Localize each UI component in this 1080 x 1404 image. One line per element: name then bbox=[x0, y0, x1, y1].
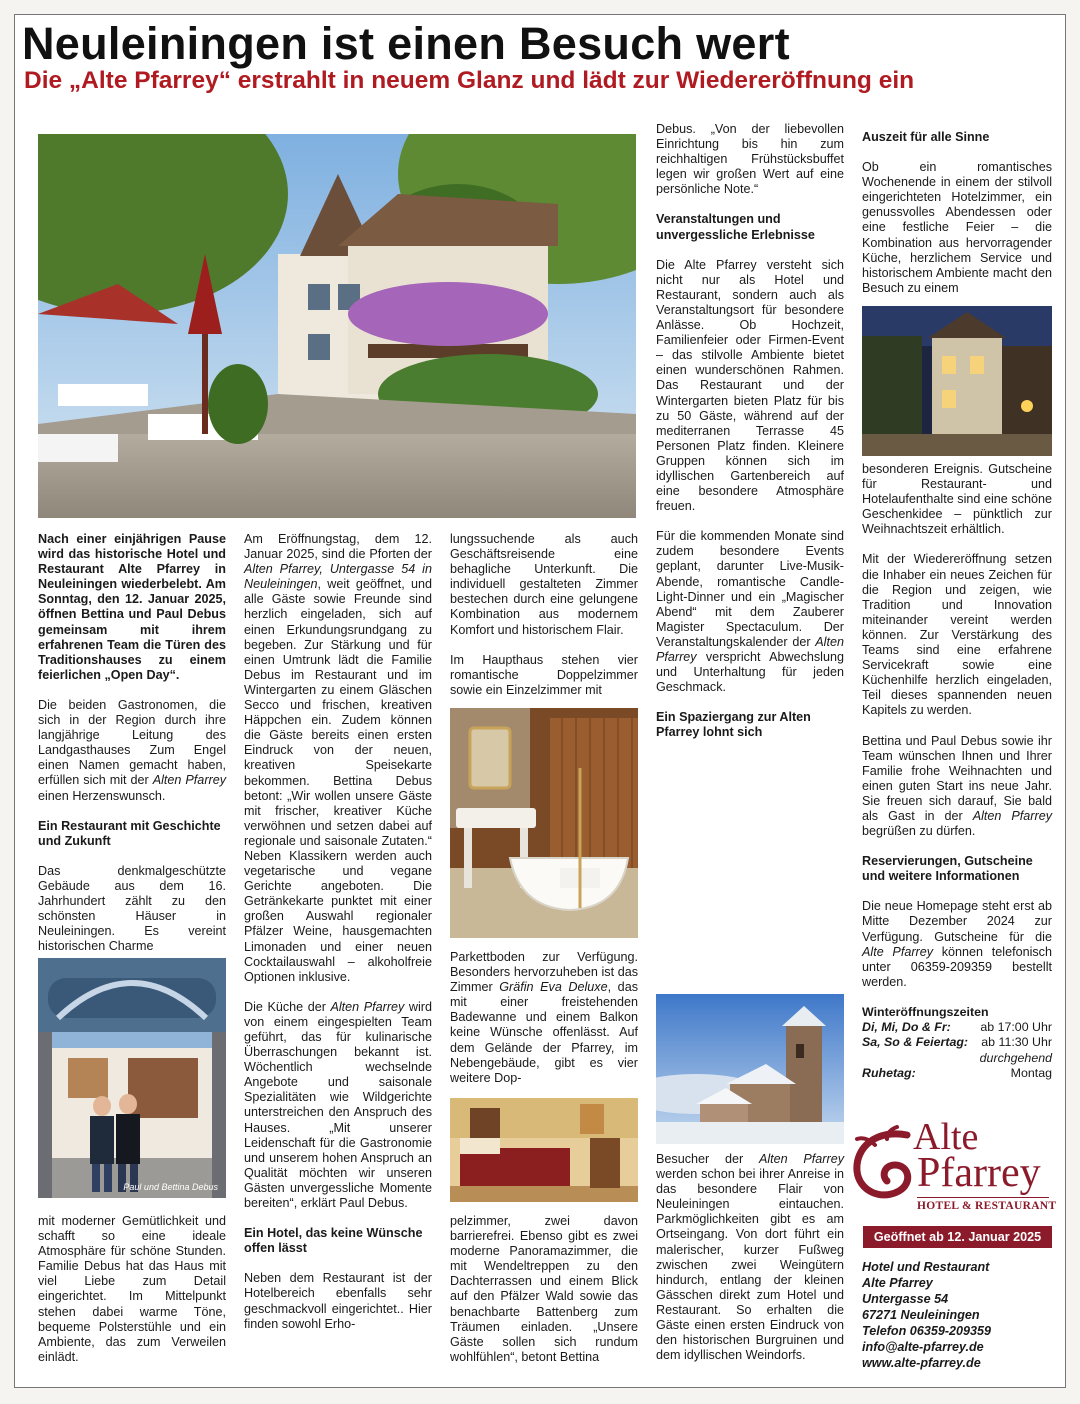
section-heading-walk: Ein Spaziergang zur Alten Pfarrey lohnt sich bbox=[656, 710, 811, 740]
paragraph: Mit der Wiedereröffnung setzen die Inhaber ein neues Zeichen für die Region und zeigen, wie Tradition und Innovation miteinander vereint werden können. Zur Verstärkung des Teams sind eine erfahrene Servicekraft sowie eine Küchenhilfe herzlich eingeladen, Teil dieses spannenden neuen Kapitels zu werden. bbox=[862, 552, 1052, 718]
paragraph: Das denkmalgeschützte Gebäude aus dem 16. Jahrhundert zählt zu den schönsten Häuser in Neuleiningen. Es vereint historischen Charme bbox=[38, 863, 226, 954]
section-heading-events: Veranstaltungen und unvergessliche Erlebnisse bbox=[656, 212, 815, 242]
lead-paragraph: Nach einer einjährigen Pause wird das historische Hotel und Restaurant Alte Pfarrey in Neuleiningen wiederbelebt. Am Sonntag, den 12. Januar 2025, öffnen Bettina und Paul Debus gemeinsam mit ihrem erfahrenen Team die Türen des Traditionshauses zu einem feierlichen „Open Day“. bbox=[38, 532, 226, 682]
paragraph: Die beiden Gastronomen, die sich in der Region durch ihre langjährige Leitung des Landgasthauses Zum Engel einen Namen gemacht haben, erfüllen sich mit der Alten Pfarrey einen Herzenswunsch. bbox=[38, 697, 227, 803]
paragraph: lungssuchende als auch Geschäftsreisende eine behagliche Unterkunft. Die individuell gestalteten Zimmer bestechen durch eine gelungene Kombination aus modernem Komfort und historischem Flair. bbox=[450, 532, 638, 637]
bedroom-photo bbox=[450, 1098, 638, 1202]
bathroom-photo-illustration bbox=[450, 708, 638, 938]
swirl-logo-icon bbox=[847, 1125, 921, 1209]
hours-row: Sa, So & Feiertag: ab 11:30 Uhr bbox=[862, 1035, 1052, 1050]
hours-row: Di, Mi, Do & Fr: ab 17:00 Uhr bbox=[862, 1020, 1052, 1035]
paragraph: Die neue Homepage steht erst ab Mitte Dezember 2024 zur Verfügung. Gutscheine für die Alte Pfarrey können telefonisch unter 06359-209359 bestellt werden. bbox=[862, 899, 1052, 989]
paragraph: Parkettboden zur Verfügung. Besonders hervorzuheben ist das Zimmer Gräfin Eva Deluxe, das mit einer freistehenden Badewanne und einem Balkon keine Wünsche offenlässt. Auf dem Gelände der Pfarrey, im Nebengebäude, gibt es vier weitere Dop- bbox=[450, 950, 638, 1085]
paragraph: mit moderner Gemütlichkeit und schafft so eine ideale Atmosphäre für schöne Stunden. Familie Debus hat das Haus mit viel Liebe zum Detail eingerichtet. Im Mittelpunkt stehen dabei warme Töne, bequeme Polsterstühle und ein Ambiente, das zum Verweilen einlädt. bbox=[38, 1214, 226, 1364]
owners-photo-illustration bbox=[38, 958, 226, 1198]
contact-phone: Telefon 06359-209359 bbox=[862, 1324, 992, 1338]
logo-text-line1: Alte bbox=[913, 1116, 979, 1158]
subheadline: Die „Alte Pfarrey“ erstrahlt in neuem Glanz und lädt zur Wiedereröffnung ein bbox=[24, 67, 915, 94]
paragraph: Die Küche der Alten Pfarrey wird von einem eingespielten Team geführt, das für kulinarische Überraschungen bekannt ist. Wöchentlich wechselnde Angebote und saisonale Spezialitäten wie Wildgerichte unterstreichen den Anspruch des Hauses. „Mit unserer Leidenschaft für die Gastronomie und unserem hohen Anspruch an Qualität möchten wir unseren Gästen unvergessliche Momente bereiten“, erklärt Paul Debus. bbox=[244, 999, 432, 1211]
opening-hours-title: Winteröffnungszeiten bbox=[862, 1004, 989, 1019]
contact-line: Untergasse 54 bbox=[862, 1292, 949, 1306]
contact-block bbox=[862, 1259, 1052, 1371]
owners-photo bbox=[38, 958, 226, 1198]
article-column-4 bbox=[656, 122, 844, 755]
night-courtyard-photo bbox=[862, 306, 1052, 456]
article-column-5 bbox=[862, 130, 1052, 296]
paragraph: Besucher der Alten Pfarrey werden schon bei ihrer Anreise in das besondere Flair von Neuleiningen eintauchen. Parkmöglichkeiten gibt es am Ortseingang. Von dort führt ein malerischer, kurzer Fußweg zwischen zwei Weingütern hindurch, entlang der kleinen Gässchen direkt zum Hotel und Restaurant. So erhalten die Gäste einen ersten Eindruck von den historischen Burgruinen und dem idyllischen Weindorfs. bbox=[656, 1152, 844, 1363]
article-column-1-continued bbox=[38, 1214, 226, 1365]
paragraph: Am Eröffnungstag, dem 12. Januar 2025, sind die Pforten der Alten Pfarrey, Untergasse 54 in Neuleiningen, weit geöffnet, und alle Gäste sowie Freunde sind herzlich eingeladen, sich auf einen Erkundungsrundgang zu begeben. Zur Stärkung und für einen Umtrunk lädt die Familie Debus im Restaurant und im Wintergarten zu einem Gläschen Secco und frischen, kreativen Häppchen ein. Zudem können die Gäste bereits einen ersten Eindruck von der neuen, kreativen Speisekarte bekommen. Bettina Debus betont: „Wir wollen unsere Gäste mit frischer, kreativer Küche verwöhnen und setzen dabei auf regionale und saisonale Zutaten.“ Neben Klassikern werden auch vegetarische und vegane Gerichte angeboten. Die Getränkekarte punktet mit einer großen Auswahl regionaler Pfälzer Weine, hausgemachten Limonaden und einer neuen Cocktailauswahl – alkoholfreie Optionen inklusive. bbox=[244, 532, 432, 984]
section-heading-auszeit: Auszeit für alle Sinne bbox=[862, 130, 990, 144]
village-winter-photo bbox=[656, 994, 844, 1144]
article-column-4-continued bbox=[656, 1152, 844, 1363]
paragraph: Bettina und Paul Debus sowie ihr Team wünschen Ihnen und Ihrer Familie frohe Weihnachten und einen guten Start ins neue Jahr. Sie freuen sich darauf, Sie bald als Gast in der Alten Pfarrey begrüßen zu dürfen. bbox=[862, 733, 1052, 839]
headline: Neuleiningen ist einen Besuch wert bbox=[22, 18, 790, 69]
opening-hours bbox=[862, 1005, 1052, 1081]
paragraph: Debus. „Von der liebevollen Einrichtung bis hin zum reichhaltigen Frühstücksbuffet legen wir großen Wert auf eine persönliche Note.“ bbox=[656, 122, 844, 197]
article-column-3-continued bbox=[450, 1214, 638, 1365]
section-heading-hotel: Ein Hotel, das keine Wünsche offen lässt bbox=[244, 1226, 423, 1256]
contact-website: www.alte-pfarrey.de bbox=[862, 1356, 981, 1370]
rest-day-row: Ruhetag: Montag bbox=[862, 1065, 1052, 1080]
opening-date-badge: Geöffnet ab 12. Januar 2025 bbox=[863, 1226, 1052, 1248]
bathroom-photo bbox=[450, 708, 638, 938]
paragraph: Die Alte Pfarrey versteht sich nicht nur als Hotel und Restaurant, sondern auch als Veranstaltungsort für besondere Anlässe. Ob Hochzeit, Familienfeier oder Firmen-Event – das stilvolle Ambiente bietet einen wunderschönen Rahmen. Das Restaurant und der Wintergarten bieten Platz für bis zu 50 Gäste, während auf der mediterranen Terrasse 45 Personen Platz finden. Kleinere Gruppen können sich im idyllischen Gartenbereich auf eine besondere Atmosphäre freuen. bbox=[656, 257, 844, 514]
logo-text-line2: Pfarrey bbox=[917, 1150, 1041, 1196]
village-winter-photo-illustration bbox=[656, 994, 844, 1144]
article-column-1 bbox=[38, 532, 226, 954]
night-courtyard-photo-illustration bbox=[862, 306, 1052, 456]
contact-email: info@alte-pfarrey.de bbox=[862, 1340, 984, 1354]
paragraph: Ob ein romantisches Wochenende in einem der stilvoll eingerichteten Hotelzimmer, ein genussvolles Abendessen oder eine festliche Feier – die Kombination aus hervorragender Küche, herzlichem Service und historischem Ambiente macht den Besuch zu einem bbox=[862, 160, 1052, 295]
courtyard-photo bbox=[38, 134, 636, 518]
paragraph: Im Haupthaus stehen vier romantische Doppelzimmer sowie ein Einzelzimmer mit bbox=[450, 652, 638, 697]
alte-pfarrey-logo bbox=[847, 1117, 1057, 1221]
article-column-2 bbox=[244, 532, 432, 1332]
contact-line: 67271 Neuleiningen bbox=[862, 1308, 980, 1322]
hours-note: durchgehend bbox=[979, 1050, 1052, 1065]
paragraph: pelzimmer, zwei davon barrierefrei. Ebenso gibt es zwei moderne Panoramazimmer, die mit Wendeltreppen zu den Dachterrassen und einem Blick auf den Pfälzer Wald sowie das benachbarte Battenberg zum Träumen einladen. „Unsere Gäste sollen sich rundum wohlfühlen“, betont Bettina bbox=[450, 1214, 638, 1364]
courtyard-photo-illustration bbox=[38, 134, 636, 518]
bedroom-photo-illustration bbox=[450, 1098, 638, 1202]
article-column-3-middle bbox=[450, 950, 638, 1086]
contact-line: Alte Pfarrey bbox=[862, 1276, 933, 1290]
article-column-3 bbox=[450, 532, 638, 698]
photo-caption: Paul und Bettina Debus bbox=[123, 1182, 218, 1192]
article-column-5-continued bbox=[862, 462, 1052, 1081]
paragraph: Neben dem Restaurant ist der Hotelbereich ebenfalls sehr geschmackvoll eingerichtet.. Hier finden sowohl Erho- bbox=[244, 1271, 432, 1331]
contact-line: Hotel und Restaurant bbox=[862, 1260, 990, 1274]
logo-subtitle: HOTEL & RESTAURANT bbox=[917, 1197, 1049, 1212]
paragraph: Für die kommenden Monate sind zudem besondere Events geplant, darunter Live-Musik-Abende, romantische Candle-Light-Dinner und ein „Magischer Abend“ mit dem Zauberer Magister Spectaculum. Der Veranstaltungskalender der Alten Pfarrey verspricht Abwechslung und Unterhaltung für jeden Geschmack. bbox=[656, 529, 844, 695]
paragraph: besonderen Ereignis. Gutscheine für Restaurant- und Hotelaufenthalte sind eine schöne Geschenkidee – pünktlich zur Weihnachtszeit erhältlich. bbox=[862, 462, 1052, 537]
section-heading-reservations: Reservierungen, Gutscheine und weitere Informationen bbox=[862, 854, 1033, 884]
section-heading-restaurant: Ein Restaurant mit Geschichte und Zukunft bbox=[38, 818, 221, 848]
